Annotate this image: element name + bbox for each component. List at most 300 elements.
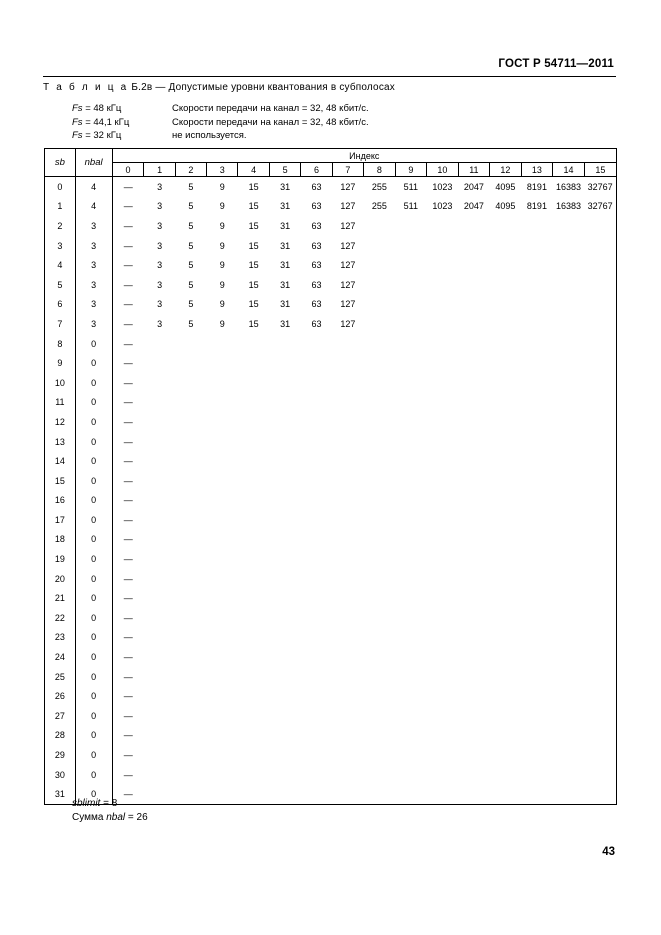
cell-value (301, 491, 332, 511)
table-header-row-2 (45, 163, 617, 177)
cell-value (301, 549, 332, 569)
cell-value: 5 (188, 240, 194, 251)
cell-value: 63 (311, 260, 322, 271)
sblimit-label: sblimit (72, 798, 101, 809)
cell-value: — (123, 436, 133, 447)
cell-value (553, 491, 585, 511)
cell-value (395, 510, 426, 530)
cell-value (332, 334, 363, 354)
cell-value (427, 393, 459, 413)
cell-nbal: 0 (75, 373, 112, 393)
cell-sb: 11 (45, 393, 76, 413)
cell-value: — (112, 784, 144, 804)
footer-notes (72, 797, 148, 825)
column-header-index-15: 15 (584, 163, 616, 177)
cell-sb: 17 (45, 510, 76, 530)
cell-value (332, 647, 363, 667)
cell-value (175, 647, 206, 667)
cell-value (553, 510, 585, 530)
cell-value (144, 451, 175, 471)
cell-value (364, 275, 395, 295)
cell-value (490, 706, 522, 726)
cell-value (395, 373, 426, 393)
table-row (45, 216, 617, 236)
cell-value (490, 451, 522, 471)
cell-value (301, 628, 332, 648)
cell-value: 127 (340, 318, 356, 329)
cell-value: 15 (248, 220, 259, 231)
cell-value (553, 686, 585, 706)
cell-value (395, 608, 426, 628)
cell-value (144, 549, 175, 569)
cell-value (144, 667, 175, 687)
table-row (45, 334, 617, 354)
cell-nbal: 0 (75, 784, 112, 804)
cell-value (553, 647, 585, 667)
cell-value: 31 (280, 220, 291, 231)
cell-value (490, 275, 522, 295)
cell-value (458, 334, 490, 354)
cell-value (269, 647, 300, 667)
table-row (45, 236, 617, 256)
cell-value (584, 667, 616, 687)
cell-value (490, 745, 522, 765)
cell-value (364, 530, 395, 550)
cell-value (458, 314, 490, 334)
table-row (45, 765, 617, 785)
cell-value (490, 549, 522, 569)
cell-value (490, 765, 522, 785)
note-term-value: = 44,1 кГц (82, 116, 130, 128)
cell-value (427, 510, 459, 530)
cell-value (144, 373, 175, 393)
table-row (45, 549, 617, 569)
cell-value (332, 765, 363, 785)
cell-value (238, 451, 269, 471)
cell-value: 8191 (526, 201, 547, 212)
cell-value: 15 (238, 177, 269, 197)
cell-value: 63 (311, 240, 322, 251)
cell-value (521, 569, 553, 589)
cell-value (458, 726, 490, 746)
cell-value: — (123, 593, 133, 604)
cell-value (395, 588, 426, 608)
cell-value: 511 (403, 201, 419, 212)
cell-value (269, 432, 300, 452)
cell-value: — (112, 177, 144, 197)
cell-value: 31 (280, 279, 291, 290)
cell-value (427, 236, 459, 256)
cell-value (395, 686, 426, 706)
cell-value: 63 (311, 220, 322, 231)
cell-value (490, 353, 522, 373)
cell-value: 31 (280, 240, 291, 251)
cell-value: 9 (219, 260, 225, 271)
cell-value: 5 (188, 279, 194, 290)
cell-value: 15 (248, 299, 259, 310)
cell-value: — (123, 769, 133, 780)
table-row (45, 373, 617, 393)
cell-value (395, 726, 426, 746)
cell-nbal: 0 (75, 353, 112, 373)
cell-value (427, 549, 459, 569)
cell-value: 9 (207, 177, 238, 197)
cell-value (458, 745, 490, 765)
cell-value: 3 (157, 318, 163, 329)
cell-value (207, 686, 238, 706)
cell-value (238, 588, 269, 608)
cell-value (332, 686, 363, 706)
cell-value (553, 745, 585, 765)
cell-value (395, 549, 426, 569)
cell-value (490, 510, 522, 530)
cell-value: 3 (157, 260, 163, 271)
cell-value (269, 471, 300, 491)
cell-value (553, 314, 585, 334)
cell-value (521, 432, 553, 452)
cell-value: 127 (340, 220, 356, 231)
cell-nbal: 3 (75, 275, 112, 295)
cell-value (521, 549, 553, 569)
cell-value (458, 471, 490, 491)
cell-sb: 3 (45, 236, 76, 256)
cell-value (458, 412, 490, 432)
cell-value (144, 784, 175, 804)
cell-value (395, 647, 426, 667)
cell-value (458, 275, 490, 295)
cell-value (427, 726, 459, 746)
cell-value (458, 530, 490, 550)
cell-value (175, 706, 206, 726)
cell-value (584, 432, 616, 452)
cell-value (207, 412, 238, 432)
cell-value: 5 (188, 299, 194, 310)
sblimit-note (72, 797, 148, 811)
cell-value (364, 373, 395, 393)
cell-nbal: 0 (75, 647, 112, 667)
cell-value: — (123, 632, 133, 643)
cell-sb: 25 (45, 667, 76, 687)
cell-value: 9 (219, 220, 225, 231)
cell-value (364, 412, 395, 432)
cell-value (395, 353, 426, 373)
cell-value (427, 255, 459, 275)
cell-value (521, 314, 553, 334)
cell-value (521, 765, 553, 785)
cell-value: — (123, 534, 133, 545)
cell-value (427, 451, 459, 471)
cell-value (144, 628, 175, 648)
cell-nbal: 0 (75, 412, 112, 432)
cell-value (364, 510, 395, 530)
cell-value (395, 451, 426, 471)
cell-value (364, 432, 395, 452)
cell-value (364, 608, 395, 628)
cell-sb: 30 (45, 765, 76, 785)
cell-value (395, 314, 426, 334)
cell-value: — (123, 377, 133, 388)
cell-value: — (123, 240, 133, 251)
cell-value: 63 (311, 299, 322, 310)
cell-nbal: 0 (75, 667, 112, 687)
cell-value: 31 (280, 318, 291, 329)
cell-value (207, 432, 238, 452)
cell-value (301, 432, 332, 452)
cell-value (332, 412, 363, 432)
table-caption (43, 82, 395, 93)
cell-value (301, 784, 332, 804)
cell-value: 5 (188, 318, 194, 329)
header-divider (43, 76, 616, 77)
cell-value (301, 647, 332, 667)
cell-value (458, 432, 490, 452)
column-header-index-11: 11 (458, 163, 490, 177)
cell-value (490, 373, 522, 393)
cell-value (584, 373, 616, 393)
cell-value (238, 334, 269, 354)
cell-value (458, 353, 490, 373)
cell-value (553, 588, 585, 608)
cell-value (269, 373, 300, 393)
cell-value (490, 393, 522, 413)
cell-value (427, 745, 459, 765)
table-caption-label: Т а б л и ц а (43, 82, 129, 93)
cell-value (458, 784, 490, 804)
cell-nbal: 0 (75, 530, 112, 550)
cell-value (207, 373, 238, 393)
cell-value (207, 608, 238, 628)
cell-sb: 14 (45, 451, 76, 471)
cell-value (553, 412, 585, 432)
cell-value (207, 647, 238, 667)
cell-nbal: 0 (75, 765, 112, 785)
cell-value (490, 255, 522, 275)
cell-value: 127 (340, 260, 356, 271)
cell-value (238, 628, 269, 648)
cell-value (364, 588, 395, 608)
cell-nbal: 0 (75, 432, 112, 452)
cell-value: — (123, 416, 133, 427)
cell-value (301, 393, 332, 413)
cell-value: 4095 (490, 177, 522, 197)
cell-value (238, 353, 269, 373)
cell-value (269, 706, 300, 726)
cell-value: 31 (280, 201, 291, 212)
cell-value (144, 765, 175, 785)
cell-value (427, 588, 459, 608)
cell-value: 127 (340, 299, 356, 310)
cell-value: 31 (280, 260, 291, 271)
cell-value (364, 667, 395, 687)
cell-sb: 20 (45, 569, 76, 589)
cell-value (207, 353, 238, 373)
table-row (45, 255, 617, 275)
cell-value (584, 216, 616, 236)
cell-value (269, 412, 300, 432)
column-header-index-4: 4 (238, 163, 269, 177)
cell-value (269, 667, 300, 687)
cell-value (207, 667, 238, 687)
cell-value (458, 628, 490, 648)
cell-nbal: 3 (75, 255, 112, 275)
cell-value (301, 353, 332, 373)
cell-value (332, 451, 363, 471)
cell-value: 9 (219, 318, 225, 329)
cell-value: 3 (144, 177, 175, 197)
cell-value (301, 608, 332, 628)
cell-value (269, 569, 300, 589)
cell-value (553, 373, 585, 393)
cell-value (238, 530, 269, 550)
cell-value (553, 549, 585, 569)
cell-value (332, 530, 363, 550)
cell-value: 127 (340, 201, 356, 212)
cell-value (301, 334, 332, 354)
cell-value (427, 353, 459, 373)
cell-value (238, 647, 269, 667)
table-row (45, 686, 617, 706)
cell-value (144, 510, 175, 530)
cell-value (458, 608, 490, 628)
table-row (45, 412, 617, 432)
cell-sb: 24 (45, 647, 76, 667)
cell-value (175, 784, 206, 804)
cell-value (458, 510, 490, 530)
table-row (45, 569, 617, 589)
cell-value (584, 412, 616, 432)
cell-value (395, 393, 426, 413)
cell-value (458, 295, 490, 315)
cell-value (175, 353, 206, 373)
cell-value: — (123, 554, 133, 565)
cell-value (395, 412, 426, 432)
cell-value (207, 765, 238, 785)
cell-value (427, 765, 459, 785)
cell-value (301, 726, 332, 746)
cell-value (207, 628, 238, 648)
cell-value (553, 334, 585, 354)
cell-value (364, 393, 395, 413)
cell-value (584, 765, 616, 785)
cell-sb: 15 (45, 471, 76, 491)
cell-value (269, 745, 300, 765)
cell-value (584, 334, 616, 354)
cell-value (238, 784, 269, 804)
cell-value (175, 451, 206, 471)
cell-sb: 2 (45, 216, 76, 236)
cell-value (553, 353, 585, 373)
cell-value (584, 588, 616, 608)
cell-value (521, 393, 553, 413)
cell-value: 3 (157, 299, 163, 310)
column-header-index-14: 14 (553, 163, 585, 177)
cell-value (490, 412, 522, 432)
cell-value (269, 628, 300, 648)
cell-sb: 22 (45, 608, 76, 628)
column-header-index-8: 8 (364, 163, 395, 177)
column-header-index-3: 3 (207, 163, 238, 177)
cell-value (207, 510, 238, 530)
column-header-index-1: 1 (144, 163, 175, 177)
cell-value: 15 (248, 279, 259, 290)
cell-value (427, 784, 459, 804)
cell-value (584, 275, 616, 295)
cell-value (458, 549, 490, 569)
cell-value: — (123, 495, 133, 506)
cell-value (490, 726, 522, 746)
cell-value (364, 686, 395, 706)
note-term-symbol: Fs (72, 103, 83, 114)
cell-value (144, 393, 175, 413)
cell-value (144, 588, 175, 608)
cell-value: 3 (157, 279, 163, 290)
cell-value (144, 745, 175, 765)
cell-sb: 12 (45, 412, 76, 432)
cell-value: — (123, 475, 133, 486)
cell-value (269, 686, 300, 706)
cell-value (553, 706, 585, 726)
cell-value (269, 393, 300, 413)
column-header-sb: sb (45, 149, 76, 177)
cell-value (521, 647, 553, 667)
cell-value (584, 569, 616, 589)
column-header-index-7: 7 (332, 163, 363, 177)
cell-value (175, 745, 206, 765)
cell-value (175, 530, 206, 550)
cell-sb: 0 (45, 177, 76, 197)
note-term (72, 102, 172, 116)
cell-value (238, 745, 269, 765)
cell-value (364, 647, 395, 667)
cell-value (144, 706, 175, 726)
cell-value: — (123, 358, 133, 369)
cell-nbal: 4 (75, 177, 112, 197)
cell-value (144, 471, 175, 491)
cell-value (238, 373, 269, 393)
cell-value: 1023 (427, 177, 459, 197)
cell-value: — (123, 260, 133, 271)
cell-value: 9 (219, 201, 225, 212)
cell-value (175, 432, 206, 452)
cell-value: — (123, 691, 133, 702)
cell-sb: 28 (45, 726, 76, 746)
cell-value (521, 588, 553, 608)
note-term (72, 116, 172, 130)
cell-value (521, 334, 553, 354)
cell-value (427, 314, 459, 334)
column-header-index-5: 5 (269, 163, 300, 177)
table-row (45, 295, 617, 315)
cell-value (490, 608, 522, 628)
cell-value (553, 569, 585, 589)
cell-value (584, 255, 616, 275)
cell-value (458, 255, 490, 275)
cell-value: — (123, 397, 133, 408)
cell-value (207, 491, 238, 511)
note-row (72, 116, 369, 130)
table-row (45, 197, 617, 217)
cell-value (332, 353, 363, 373)
cell-nbal: 0 (75, 726, 112, 746)
cell-value (553, 295, 585, 315)
cell-value (364, 628, 395, 648)
cell-value (144, 686, 175, 706)
cell-value (144, 569, 175, 589)
cell-value (553, 432, 585, 452)
cell-value (490, 295, 522, 315)
cell-value (584, 510, 616, 530)
cell-sb: 5 (45, 275, 76, 295)
